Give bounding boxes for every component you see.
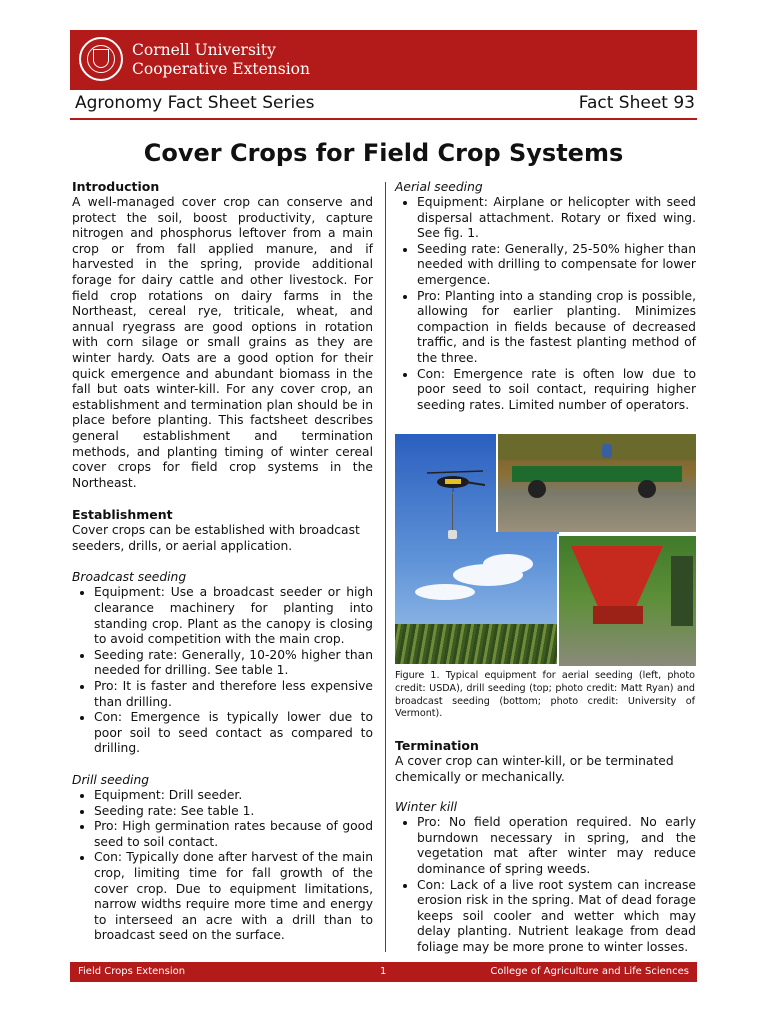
establishment-heading: Establishment (72, 507, 173, 523)
column-divider (385, 182, 386, 952)
list-item: • Con: Lack of a live root system can increase erosion risk in the spring. Mat of dead forage keeps soil cooler and wetter which may delay planting. Nutrient leakage from dead foliage may be more prone to winter losses. (417, 878, 696, 956)
broadcast-seeding-photo (557, 534, 696, 666)
list-item: • Con: Typically done after harvest of the main crop, limiting time for fall growth of the cover crop. Due to equipment limitations, narrow widths require more time and energy to interseed an acre with a drill than to broadcast seed on the surface. (94, 850, 373, 944)
drill-list (72, 788, 373, 944)
page-number: 1 (380, 966, 387, 977)
intro-heading: Introduction (72, 179, 160, 194)
winterkill-heading: Winter kill (395, 800, 458, 815)
page-title: Cover Crops for Field Crop Systems (143, 139, 624, 167)
drill-seeding-photo (496, 434, 696, 532)
org-subname: Cooperative Extension (132, 60, 310, 78)
figure-caption: Figure 1. Typical equipment for aerial seeding (left, photo credit: USDA), drill seeding (top; photo credit: Matt Ryan) and broadcast seeding (bottom; photo credit: University of Vermont). (395, 670, 695, 720)
series-title: Agronomy Fact Sheet Series (75, 93, 315, 113)
right-column-top (395, 179, 696, 413)
list-item: • Seeding rate: Generally, 25-50% higher than needed with drilling to compensate for lower emergence. (417, 242, 696, 289)
list-item: • Con: Emergence rate is often low due to poor seed to soil contact, requiring higher seeding rates. Limited number of operators. (417, 367, 696, 414)
list-item: • Pro: It is faster and therefore less expensive than drilling. (94, 679, 373, 710)
establishment-text: Cover crops can be established with broadcast seeders, drills, or aerial application. (72, 523, 360, 553)
fact-sheet-number: Fact Sheet 93 (578, 93, 695, 113)
figure-1 (395, 434, 694, 664)
footer-left: Field Crops Extension (78, 966, 186, 977)
aerial-list (395, 195, 696, 413)
right-column-bottom (395, 738, 696, 956)
list-item: • Equipment: Airplane or helicopter with seed dispersal attachment. Rotary or fixed wing. See fig. 1. (417, 195, 696, 242)
cornell-seal-icon (79, 37, 123, 81)
footer-right: College of Agriculture and Life Sciences (490, 966, 689, 977)
list-item: • Pro: High germination rates because of good seed to soil contact. (94, 819, 373, 850)
header-banner (70, 30, 697, 90)
termination-heading: Termination (395, 738, 479, 753)
drill-heading: Drill seeding (72, 773, 150, 787)
winterkill-list (395, 815, 696, 955)
header-rule (70, 118, 697, 120)
list-item: • Equipment: Use a broadcast seeder or high clearance machinery for planting into standing crop. Plant as the canopy is closing to avoid competition with the main crop. (94, 585, 373, 647)
list-item: • Equipment: Drill seeder. (94, 788, 373, 804)
left-column (72, 179, 373, 944)
list-item: • Pro: Planting into a standing crop is possible, allowing for earlier planting. Minimizes compaction in fields because of decreased traffic, and is the fastest planting method of the three. (417, 289, 696, 367)
list-item: • Seeding rate: Generally, 10-20% higher than needed for drilling. See table 1. (94, 648, 373, 679)
termination-text: A cover crop can winter-kill, or be terminated chemically or mechanically. (395, 754, 674, 784)
list-item: • Pro: No field operation required. No early burndown necessary in spring, and the vegetation mat after winter may reduce dominance of spring weeds. (417, 815, 696, 877)
list-item: • Con: Emergence is typically lower due to poor soil to seed contact as compared to drilling. (94, 710, 373, 757)
broadcast-heading: Broadcast seeding (72, 570, 187, 585)
helicopter-icon (425, 470, 485, 492)
list-item: • Seeding rate: See table 1. (94, 804, 373, 820)
intro-text: A well-managed cover crop can conserve and protect the soil, boost productivity, capture nitrogen and phosphorus leftover from a main crop or from fall applied manure, and if harvested in the spring, provide additional forage for dairy cattle and other livestock. For field crop rotations on dairy farms in the Northeast, cereal rye, triticale, wheat, and annual ryegrass are good options in rotation with corn silage or small grains as they are winter hardy. Oats are a good option for their quick emergence and abundant biomass in the fall but oats winter-kill. For any cover crop, an establishment and termination plan should be in place before planting. This factsheet describes general establishment and termination methods, and planting timing of winter cereal cover crops for field crop systems in the Northeast. (72, 195, 373, 490)
broadcast-list (72, 585, 373, 757)
footer-bar (70, 962, 697, 982)
aerial-heading: Aerial seeding (395, 180, 483, 194)
org-name: Cornell University (132, 41, 276, 59)
